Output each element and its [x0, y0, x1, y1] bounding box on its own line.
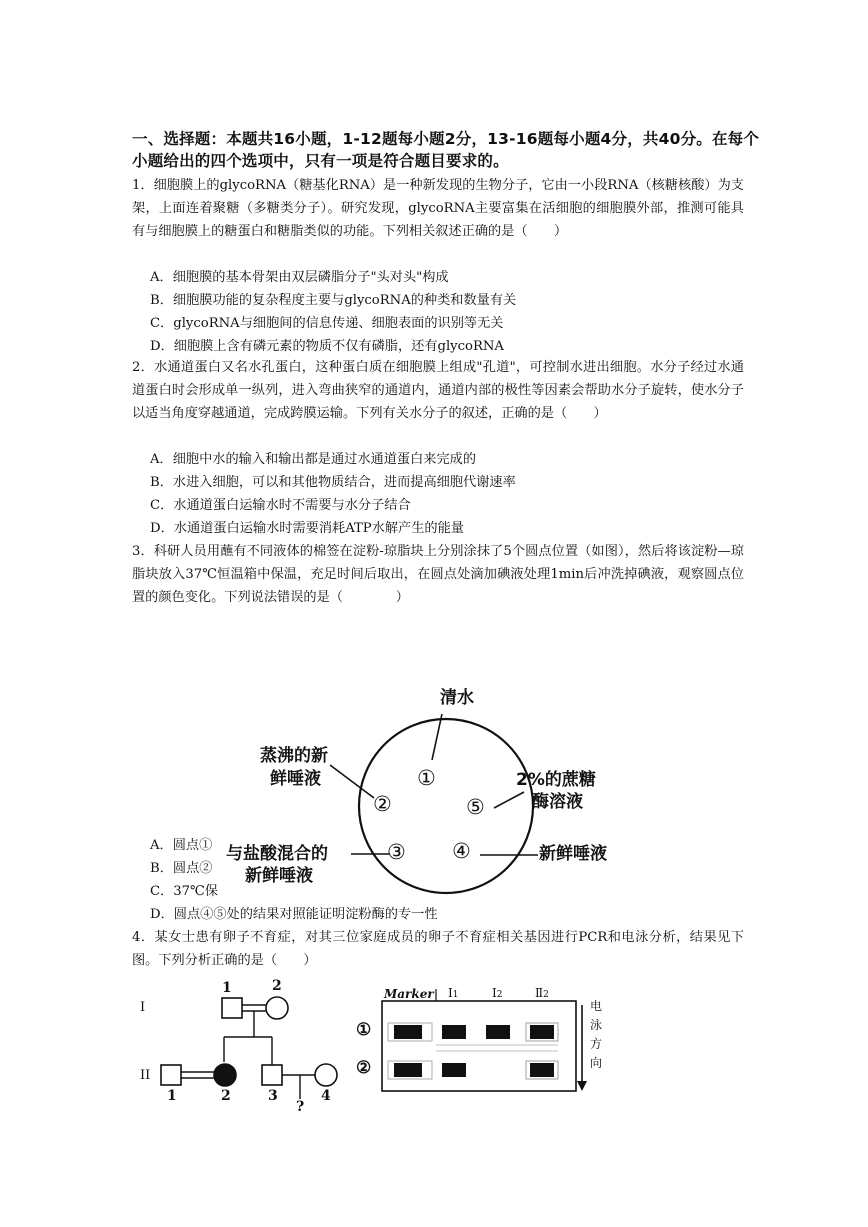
gen-label-1: I: [140, 1000, 146, 1015]
section-title: 一、选择题：本题共16小题，1-12题每小题2分，13-16题每小题4分，共40分。在每个小题给出的四个选项中，只有一项是符合题目要求的。: [132, 130, 760, 170]
q3-option-a-partial: A．圆点①: [150, 838, 213, 853]
q3-option-b-partial: B．圆点②: [150, 861, 213, 876]
dot-3: ③: [387, 840, 406, 864]
i-1-label: 1: [222, 980, 232, 996]
dot-1: ①: [417, 766, 436, 790]
lane-i2: Ⅰ2: [492, 986, 503, 1000]
dot-4: ④: [452, 839, 471, 863]
q2-option-c: C．水通道蛋白运输水时不需要与水分子结合: [150, 498, 411, 513]
q4-stem: 4．某女士患有卵子不育症，对其三位家庭成员的卵子不育症相关基因进行PCR和电泳分析，结果见下图。下列分析正确的是（ ）: [132, 930, 744, 968]
label-sucrase-2: 酶溶液: [532, 792, 583, 812]
label-sucrase-1: 2%的蔗糖: [516, 770, 596, 790]
dot-5: ⑤: [466, 795, 485, 819]
q2-stem: 2．水通道蛋白又名水孔蛋白，这种蛋白质在细胞膜上组成"孔道"，可控制水进出细胞。水分子经过水通道蛋白时会形成单一纵列，进入弯曲狭窄的通道内，通道内部的极性等因素会帮助水分子旋转，使水分子以适当角度穿越通道，完成跨膜运输。下列有关水分子的叙述，正确的是（ ）: [132, 360, 744, 421]
label-fresh-saliva: 新鲜唾液: [539, 844, 607, 864]
lane-i1: Ⅰ1: [448, 986, 459, 1000]
q1-option-d: D．细胞膜上含有磷元素的物质不仅有磷脂，还有glycoRNA: [150, 339, 504, 354]
pedigree-chart: [134, 978, 364, 1117]
q2-option-b: B．水进入细胞，可以和其他物质结合，进而提高细胞代谢速率: [150, 475, 516, 490]
row-2-label: ②: [356, 1058, 372, 1078]
label-acid-saliva-1: 与盐酸混合的: [226, 844, 328, 864]
q1-option-c: C．glycoRNA与细胞间的信息传递、细胞表面的识别等无关: [150, 316, 504, 331]
q3-option-d: D．圆点④⑤处的结果对照能证明淀粉酶的专一性: [150, 907, 438, 922]
label-boiled-saliva-2: 鲜唾液: [270, 769, 321, 789]
unknown-offspring: ?: [296, 1099, 305, 1115]
marker-label: Marker: [384, 987, 434, 1001]
row-1-label: ①: [356, 1020, 372, 1040]
q3-option-c-partial: C．37℃保: [150, 884, 218, 899]
q2-option-d: D．水通道蛋白运输水时需要消耗ATP水解产生的能量: [150, 521, 464, 536]
i-2-label: 2: [272, 978, 282, 994]
q1-option-b: B．细胞膜功能的复杂程度主要与glycoRNA的种类和数量有关: [150, 293, 517, 308]
electrophoresis-gel: [352, 985, 612, 1095]
label-boiled-saliva-1: 蒸沸的新: [260, 746, 328, 766]
q1-stem: 1．细胞膜上的glycoRNA（糖基化RNA）是一种新发现的生物分子，它由一小段RNA（核糖核酸）为支架，上面连着聚糖（多糖类分子）。研究发现，glycoRNA主要富集在活细胞的细胞膜外部，推测可能具有与细胞膜上的糖蛋白和糖脂类似的功能。下列相关叙述正确的是（ ）: [132, 178, 744, 239]
ii-2-label: 2: [221, 1088, 231, 1104]
dot-2: ②: [373, 792, 392, 816]
q1-option-a: A．细胞膜的基本骨架由双层磷脂分子"头对头"构成: [150, 270, 449, 285]
starch-agar-diagram: [226, 680, 646, 895]
gel-lines: [352, 985, 612, 1095]
ii-1-label: 1: [167, 1088, 177, 1104]
ii-3-label: 3: [268, 1088, 278, 1104]
direction-label: 电 泳 方 向: [590, 999, 603, 1070]
q3-stem: 3．科研人员用蘸有不同液体的棉签在淀粉-琼脂块上分别涂抹了5个圆点位置（如图），然后将该淀粉—琼脂块放入37℃恒温箱中保温，充足时间后取出，在圆点处滴加碘液处理1min后冲洗掉碘液，观察圆点位置的颜色变化。下列说法错误的是（ ）: [132, 544, 744, 605]
ii-4-label: 4: [321, 1088, 331, 1104]
label-clear-water: 清水: [440, 688, 474, 708]
label-acid-saliva-2: 新鲜唾液: [245, 866, 313, 886]
q2-option-a: A．细胞中水的输入和输出都是通过水通道蛋白来完成的: [150, 452, 477, 467]
gen-label-2: II: [140, 1068, 151, 1083]
lane-ii2: Ⅱ2: [535, 986, 549, 1000]
